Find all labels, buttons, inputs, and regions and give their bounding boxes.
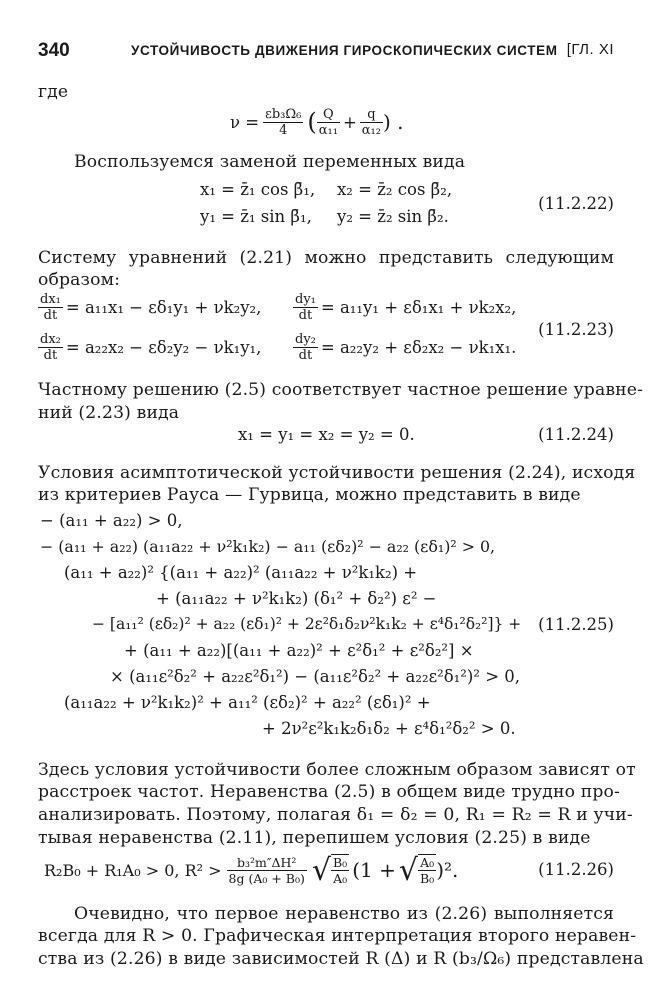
nu-fraction-num: εb₃Ω₆ (265, 106, 302, 122)
eq-2-25-line3: (a₁₁ + a₂₂)² {(a₁₁ + a₂₂)² (a₁₁a₂₂ + ν²k₁k₂) + (64, 563, 418, 582)
eq-2-23-line1 (38, 292, 261, 323)
q-over-alpha12 (360, 107, 383, 138)
eq-number-2-23: (11.2.23) (538, 320, 614, 339)
nu-tail: ) . (382, 110, 404, 134)
dt-den-4: dt (298, 348, 313, 363)
paragraph-6-line3: ства из (2.26) в виде зависимостей R (Δ) и R (b₃/Ω₆) представлена (38, 949, 644, 969)
q-small-num: q (360, 107, 383, 123)
eq-2-23-line1b (293, 292, 516, 323)
running-title: УСТОЙЧИВОСТЬ ДВИЖЕНИЯ ГИРОСКОПИЧЕСКИХ СИСТЕМ (131, 43, 558, 58)
paragraph-2-line2: образом: (38, 270, 121, 290)
eq-2-26-frac-num: b₃²m″ΔH² (227, 855, 307, 871)
dy1-num: dy₁ (295, 292, 316, 307)
paragraph-6-line2: всегда для R > 0. Графическая интерпретация второго неравен- (38, 926, 637, 946)
paragraph-5-line2: расстроек частот. Неравенства (2.5) в общем виде трудно про- (38, 782, 620, 802)
eq-2-24: x₁ = y₁ = x₂ = y₂ = 0. (238, 425, 415, 444)
dx2-num: dx₂ (40, 332, 61, 347)
eq-2-23-rhs2: = a₁₁y₁ + εδ₁x₁ + νk₂x₂, (320, 298, 517, 317)
paragraph-3-line2: ний (2.23) вида (38, 403, 180, 423)
eq-2-25-line8: (a₁₁a₂₂ + ν²k₁k₂)² + a₁₁² (εδ₂)² + a₂₂² (εδ₁)² + (64, 693, 431, 712)
dy1-dt (293, 292, 318, 323)
eq-2-25-line6: + (a₁₁ + a₂₂)[(a₁₁ + a₂₂)² + ε²δ₁² + ε²δ₂²] × (124, 641, 474, 660)
eq-2-25-line4: + (a₁₁a₂₂ + ν²k₁k₂) (δ₁² + δ₂²) ε² − (156, 589, 437, 608)
eq-2-22-line1b: x₂ = z̄₂ cos β̄₂, (337, 180, 453, 199)
dy2-num: dy₂ (295, 332, 316, 347)
dt-den-3: dt (43, 348, 58, 363)
alpha12-den: α₁₂ (361, 122, 381, 138)
eq-number-2-22: (11.2.22) (538, 194, 614, 213)
paragraph-5-line4: тывая неравенства (2.11), перепишем условия (2.25) в виде (38, 828, 591, 848)
eq-2-25-line1: − (a₁₁ + a₂₂) > 0, (40, 511, 183, 530)
a0-num: A₀ (418, 855, 436, 871)
eq-2-25-line2: − (a₁₁ + a₂₂) (a₁₁a₂₂ + ν²k₁k₂) − a₁₁ (εδ₂)² − a₂₂ (εδ₁)² > 0, (40, 537, 496, 556)
dx1-num: dx₁ (40, 292, 61, 307)
nu-fraction (263, 107, 303, 138)
eq-2-26-lhs: R₂B₀ + R₁A₀ > 0, R² > (44, 860, 222, 880)
paragraph-2-line1: Систему уравнений (2.21) можно представить следующим (38, 248, 614, 268)
eq-number-2-24: (11.2.24) (538, 425, 614, 444)
nu-fraction-den: 4 (279, 122, 288, 138)
eq-number-2-25: (11.2.25) (538, 615, 614, 634)
eq-2-26 (44, 848, 458, 892)
sqrt-a0-over-b0 (418, 854, 436, 886)
paragraph-1: Воспользуемся заменой переменных вида (74, 152, 466, 172)
eq-2-23-line2b (293, 332, 516, 363)
sqrt-sign-2: √ (398, 852, 418, 888)
alpha11-den: α₁₁ (318, 122, 338, 138)
word-gde: где (38, 82, 69, 102)
dx1-dt (38, 292, 63, 323)
paragraph-3-line1: Частному решению (2.5) соответствует частное решение уравне- (38, 380, 644, 400)
nu-equation: ν = $\frac{\text{εb₃Ω₆}}{4}$ ( $\frac{Q}{\text{α₁₁}}$ + $\frac{q}{\text{α₁₂}}$ ) . (230, 106, 404, 138)
sqrt-sign-1: √ (311, 852, 331, 888)
b0-num: B₀ (333, 855, 348, 870)
eq-2-25-line5: − [a₁₁² (εδ₂)² + a₂₂ (εδ₁)² + 2ε²δ₁δ₂ν²k₁k₂ + ε⁴δ₁²δ₂²]} + (92, 615, 522, 633)
b0-den: B₀ (419, 871, 435, 886)
q-over-alpha11 (317, 107, 340, 138)
sqrt-b0-over-a0 (331, 854, 349, 886)
eq-number-2-26: (11.2.26) (538, 860, 614, 879)
q-num: Q (317, 107, 340, 123)
paragraph-6-line1: Очевидно, что первое неравенство из (2.26) выполняется (74, 904, 614, 924)
eq-2-25-line7: × (a₁₁ε²δ₂² + a₂₂ε²δ₁²) − (a₁₁ε²δ₂² + a₂₂ε²δ₁²)² > 0, (110, 667, 521, 686)
page-number: 340 (38, 40, 70, 61)
eq-2-26-paren-open: (1 + (352, 858, 396, 882)
eq-2-22-line2b: y₂ = z̄₂ sin β̄₂. (337, 207, 449, 226)
eq-2-26-fraction (227, 855, 307, 886)
eq-2-23-rhs4: = a₂₂y₂ + εδ₂x₂ − νk₁x₁. (320, 338, 517, 357)
nu-lhs: ν = (230, 112, 260, 132)
eq-2-23-line2 (38, 332, 261, 363)
dt-den: dt (43, 308, 58, 323)
paragraph-4-line1: Условия асимптотической устойчивости решения (2.24), исходя (38, 463, 636, 483)
running-header (38, 40, 614, 64)
dt-den-2: dt (298, 308, 313, 323)
dy2-dt (293, 332, 318, 363)
eq-2-25-line9: + 2ν²ε²k₁k₂δ₁δ₂ + ε⁴δ₁²δ₂² > 0. (262, 719, 516, 738)
dx2-dt (38, 332, 63, 363)
eq-2-22-line1a: x₁ = z̄₁ cos β̄₁, (200, 180, 316, 199)
eq-2-22-line2a: y₁ = z̄₁ sin β̄₁, (200, 207, 312, 226)
paragraph-5-line1: Здесь условия устойчивости более сложным образом зависят от (38, 760, 636, 780)
eq-2-23-rhs1: = a₁₁x₁ − εδ₁y₁ + νk₂y₂, (65, 298, 262, 317)
eq-2-26-tail: )². (436, 858, 459, 882)
paragraph-4-line2: из критериев Рауса — Гурвица, можно представить в виде (38, 485, 581, 505)
eq-2-26-frac-den: 8g (A₀ + B₀) (228, 870, 305, 886)
chapter-label: [ГЛ. XI (566, 41, 614, 58)
a0-den: A₀ (333, 871, 348, 886)
paragraph-5-line3: анализировать. Поэтому, полагая δ₁ = δ₂ = 0, R₁ = R₂ = R и учи- (38, 805, 633, 825)
eq-2-23-rhs3: = a₂₂x₂ − εδ₂y₂ − νk₁y₁, (65, 338, 262, 357)
